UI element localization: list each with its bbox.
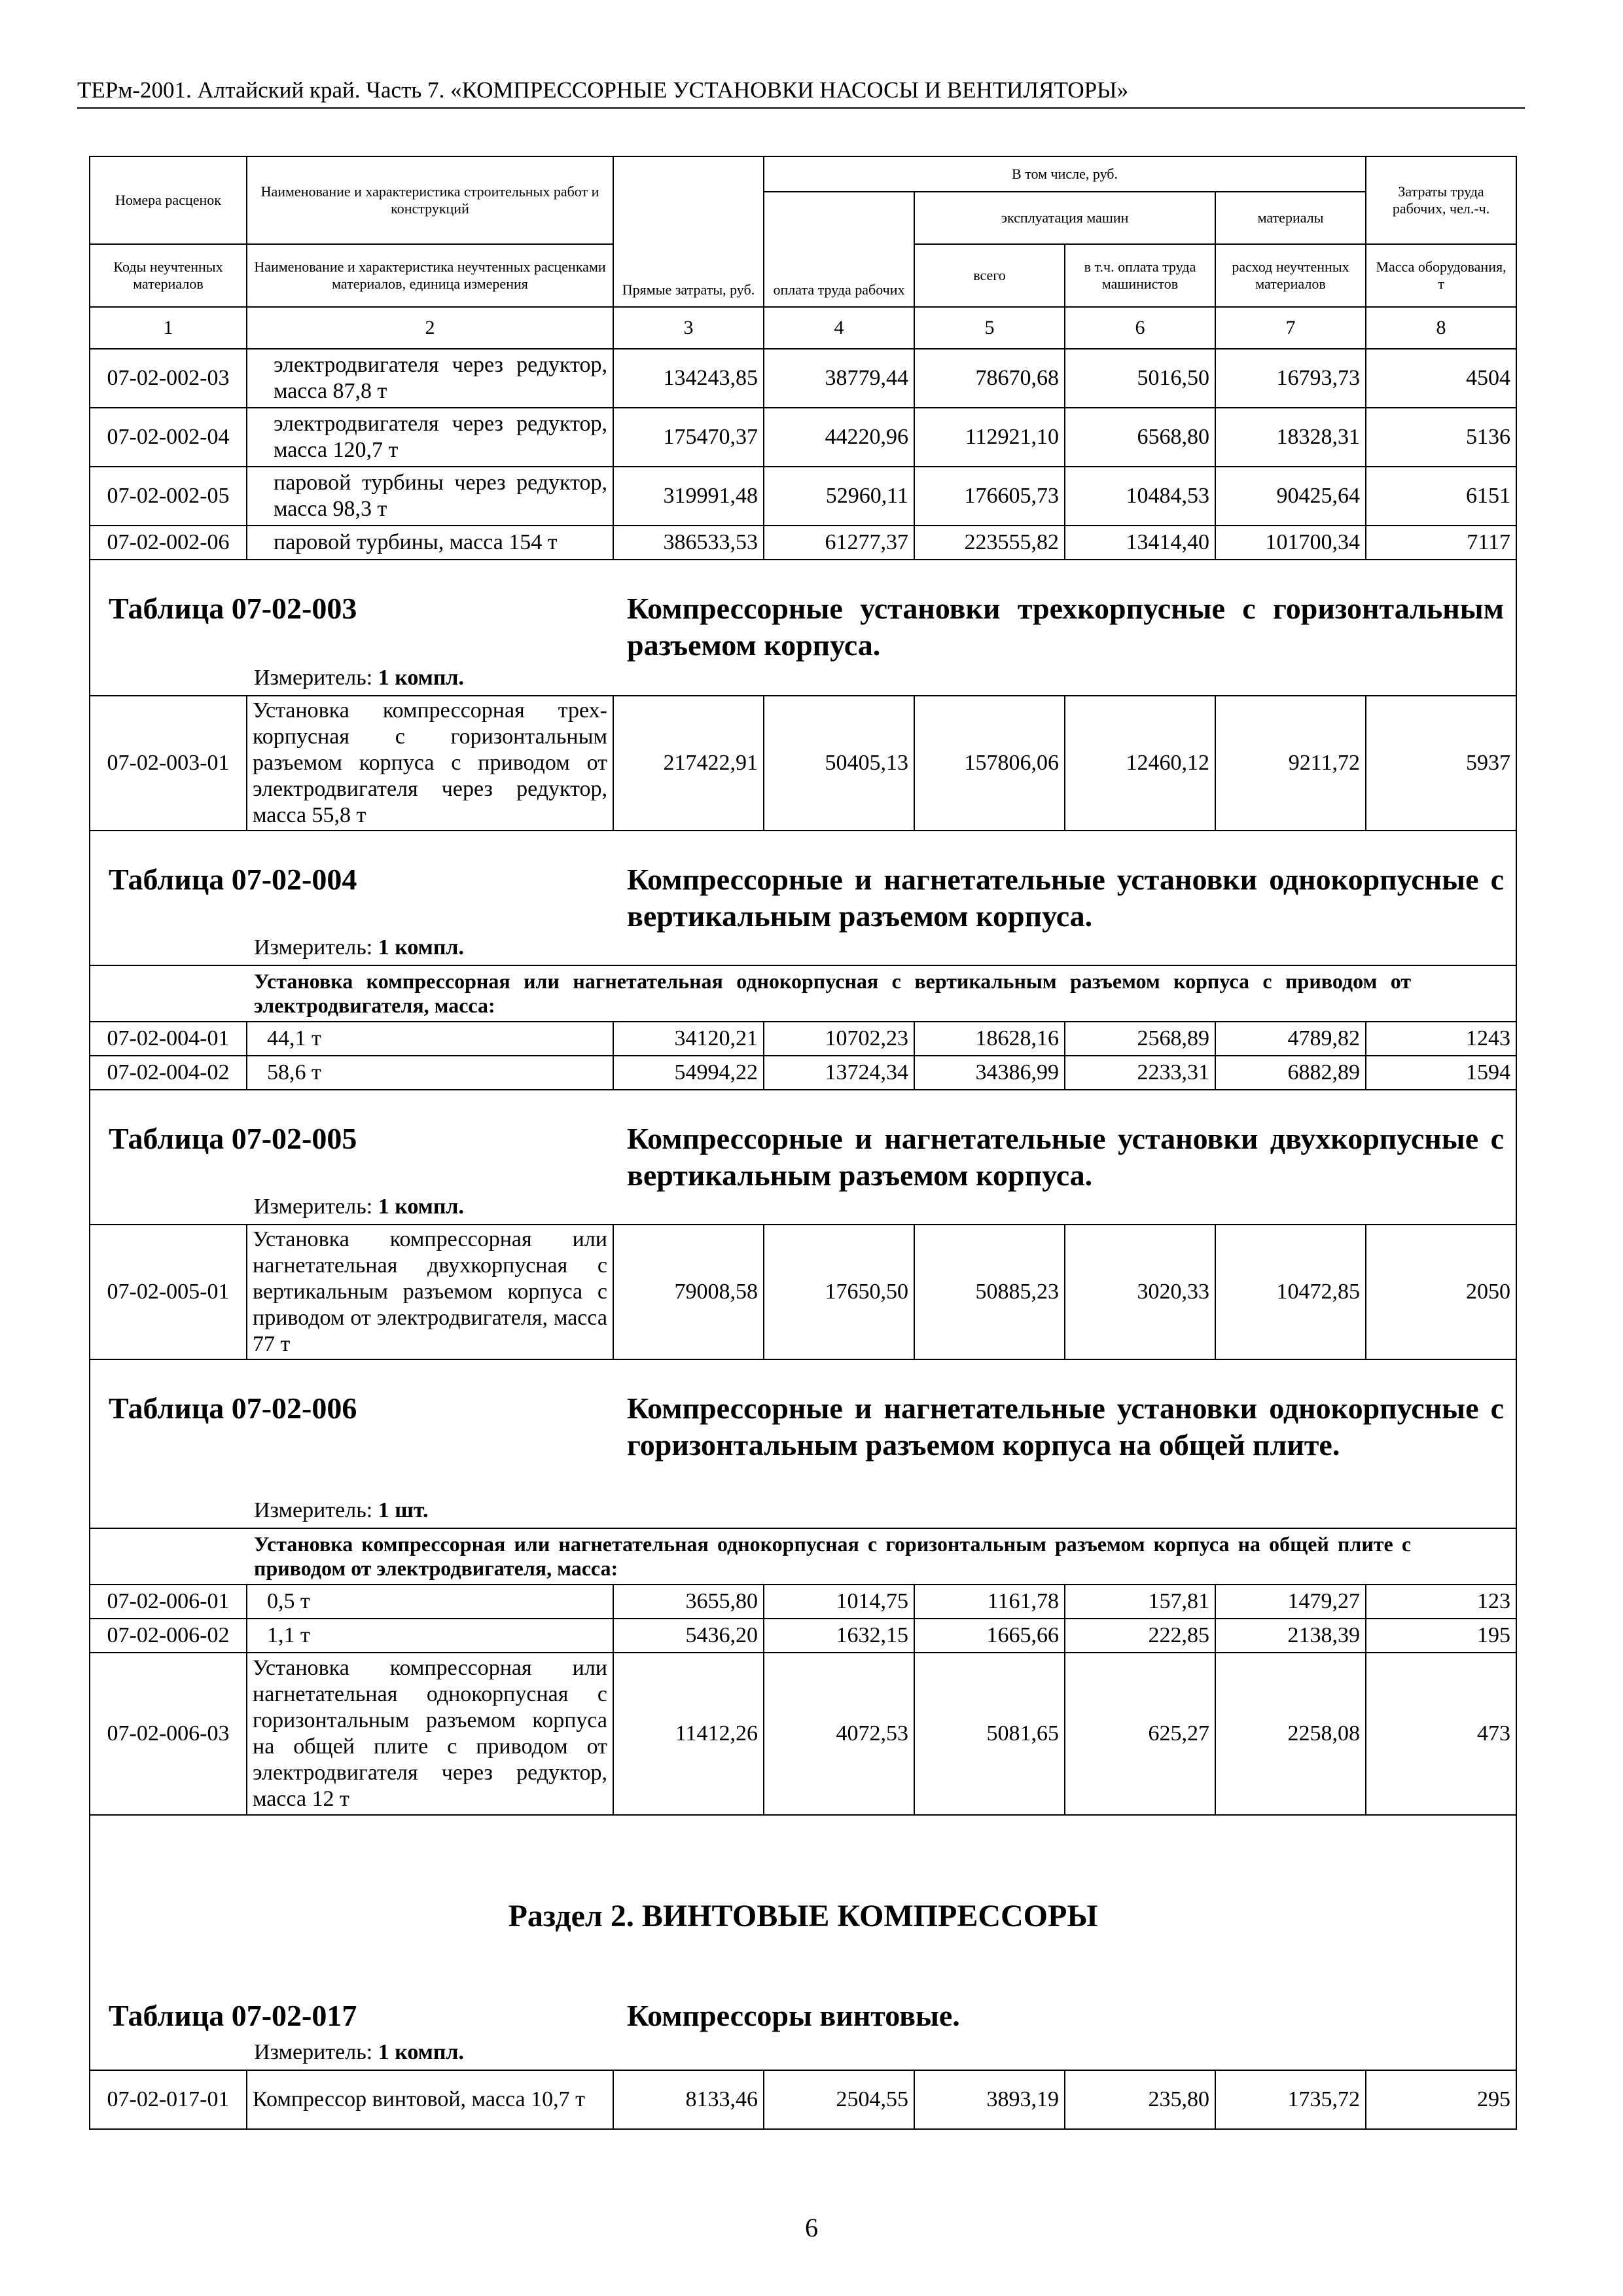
table-title: Компрессорные и нагнетательные установки однокорпусные с горизонтальным разъемом корпуса на общей плите.	[627, 1391, 1504, 1462]
direct-cost: 8133,46	[613, 2070, 764, 2129]
materials: 1735,72	[1215, 2070, 1366, 2129]
rate-description: 44,1 т	[247, 1022, 613, 1056]
machine-total: 34386,99	[914, 1056, 1065, 1090]
subheading-row	[90, 965, 1516, 1022]
table-label: Таблица 07-02-003	[109, 592, 357, 625]
direct-cost: 54994,22	[613, 1056, 764, 1090]
machine-operator-pay: 222,85	[1065, 1619, 1215, 1653]
direct-cost: 217422,91	[613, 696, 764, 831]
rate-code: 07-02-003-01	[90, 696, 247, 831]
unit-label: Измеритель:	[254, 1194, 373, 1219]
table-title: Компрессоры винтовые.	[627, 1999, 960, 2032]
labor-pay: 1014,75	[764, 1585, 914, 1619]
unit-label: Измеритель:	[254, 935, 373, 960]
machine-total: 1665,66	[914, 1619, 1065, 1653]
direct-cost: 5436,20	[613, 1619, 764, 1653]
labor-hours: 1594	[1366, 1056, 1516, 1090]
unit-value: 1 компл.	[378, 935, 465, 960]
labor-pay: 50405,13	[764, 696, 914, 831]
direct-cost: 319991,48	[613, 467, 764, 526]
col-num: 3	[613, 307, 764, 349]
rate-description: 58,6 т	[247, 1056, 613, 1090]
machine-total: 50885,23	[914, 1225, 1065, 1359]
rate-code: 07-02-006-01	[90, 1585, 247, 1619]
col-num: 4	[764, 307, 914, 349]
table-title: Компрессорные установки трехкорпусные с горизонтальным разъемом корпуса.	[627, 592, 1504, 662]
rates-table	[89, 156, 1517, 2130]
labor-pay: 2504,55	[764, 2070, 914, 2129]
machine-total: 176605,73	[914, 467, 1065, 526]
th-materialy: материалы	[1215, 192, 1366, 244]
rate-code: 07-02-005-01	[90, 1225, 247, 1359]
materials: 90425,64	[1215, 467, 1366, 526]
section-header-004	[90, 831, 1516, 965]
col-num: 8	[1366, 307, 1516, 349]
unit-line	[254, 665, 464, 691]
table-row	[90, 1225, 1516, 1359]
col-num: 5	[914, 307, 1065, 349]
th-massa: Масса оборудования, т	[1366, 244, 1516, 307]
machine-operator-pay: 12460,12	[1065, 696, 1215, 831]
materials: 101700,34	[1215, 526, 1366, 560]
machine-total: 1161,78	[914, 1585, 1065, 1619]
table-label: Таблица 07-02-005	[109, 1122, 357, 1155]
rate-code: 07-02-002-04	[90, 408, 247, 467]
rate-description: электродвигателя через редуктор, масса 87,8 т	[247, 349, 613, 408]
page-number: 6	[805, 2213, 818, 2242]
materials: 6882,89	[1215, 1056, 1366, 1090]
machine-total: 223555,82	[914, 526, 1065, 560]
th-vsego: всего	[914, 244, 1065, 307]
direct-cost: 79008,58	[613, 1225, 764, 1359]
rate-description: Установка компрессорная или нагнетательная двухкорпусная с вертикальным разъемом корпуса с приводом от электродвигателя, масса 77 т	[247, 1225, 613, 1359]
machine-operator-pay: 235,80	[1065, 2070, 1215, 2129]
rate-description: 1,1 т	[247, 1619, 613, 1653]
table-row	[90, 1022, 1516, 1056]
unit-value: 1 компл.	[378, 2040, 465, 2064]
section-header-003	[90, 560, 1516, 696]
materials: 4789,82	[1215, 1022, 1366, 1056]
col-num: 1	[90, 307, 247, 349]
rate-description: Компрессор винтовой, масса 10,7 т	[247, 2070, 613, 2129]
unit-line	[254, 935, 464, 961]
materials: 1479,27	[1215, 1585, 1366, 1619]
machine-total: 5081,65	[914, 1653, 1065, 1815]
th-oplata: оплата труда рабочих	[764, 192, 914, 307]
unit-label: Измеритель:	[254, 666, 373, 690]
th-zatraty: Затраты труда рабочих, чел.-ч.	[1366, 156, 1516, 244]
table-row	[90, 1619, 1516, 1653]
labor-pay: 13724,34	[764, 1056, 914, 1090]
direct-cost: 11412,26	[613, 1653, 764, 1815]
table-row	[90, 349, 1516, 408]
unit-line	[254, 1498, 429, 1524]
table-title: Компрессорные и нагнетательные установки двухкорпусные с вертикальным разъемом корпуса.	[627, 1122, 1504, 1192]
labor-hours: 123	[1366, 1585, 1516, 1619]
machine-operator-pay: 6568,80	[1065, 408, 1215, 467]
labor-hours: 2050	[1366, 1225, 1516, 1359]
table-title: Компрессорные и нагнетательные установки однокорпусные с вертикальным разъемом корпуса.	[627, 863, 1504, 933]
rate-description: электродвигателя через редуктор, масса 120,7 т	[247, 408, 613, 467]
machine-operator-pay: 2233,31	[1065, 1056, 1215, 1090]
labor-hours: 6151	[1366, 467, 1516, 526]
materials: 2258,08	[1215, 1653, 1366, 1815]
direct-cost: 34120,21	[613, 1022, 764, 1056]
labor-pay: 38779,44	[764, 349, 914, 408]
table-row	[90, 1653, 1516, 1815]
machine-operator-pay: 13414,40	[1065, 526, 1215, 560]
table-row	[90, 1056, 1516, 1090]
col-num: 7	[1215, 307, 1366, 349]
table-label: Таблица 07-02-006	[109, 1391, 357, 1425]
labor-pay: 10702,23	[764, 1022, 914, 1056]
labor-hours: 5937	[1366, 696, 1516, 831]
materials: 9211,72	[1215, 696, 1366, 831]
section-header-razdel-2	[90, 1815, 1516, 2070]
unit-value: 1 шт.	[378, 1498, 429, 1522]
labor-pay: 44220,96	[764, 408, 914, 467]
direct-cost: 175470,37	[613, 408, 764, 467]
machine-operator-pay: 625,27	[1065, 1653, 1215, 1815]
th-rascenki: Номера расценок	[90, 156, 247, 244]
table-label: Таблица 07-02-017	[109, 1999, 357, 2032]
th-rashod: расход неучтенных материалов	[1215, 244, 1366, 307]
labor-hours: 195	[1366, 1619, 1516, 1653]
materials: 10472,85	[1215, 1225, 1366, 1359]
labor-hours: 4504	[1366, 349, 1516, 408]
table-row	[90, 2070, 1516, 2129]
machine-total: 112921,10	[914, 408, 1065, 467]
rate-code: 07-02-006-03	[90, 1653, 247, 1815]
th-v-t-ch: в т.ч. оплата труда машинистов	[1065, 244, 1215, 307]
machine-total: 78670,68	[914, 349, 1065, 408]
unit-value: 1 компл.	[378, 1194, 465, 1219]
rate-description: Установка компрессорная или нагнетательная однокорпусная с горизонтальным разъемом корпуса на общей плите с приводом от электродвигателя через редуктор, масса 12 т	[247, 1653, 613, 1815]
razdel-title: Раздел 2. ВИНТОВЫЕ КОМПРЕССОРЫ	[508, 1899, 1098, 1933]
labor-hours: 5136	[1366, 408, 1516, 467]
unit-label: Измеритель:	[254, 1498, 373, 1522]
group-subheading: Установка компрессорная или нагнетательная однокорпусная с горизонтальным разъемом корпуса на общей плите с приводом от электродвигателя, масса:	[90, 1528, 1516, 1585]
rate-description: паровой турбины через редуктор, масса 98,3 т	[247, 467, 613, 526]
direct-cost: 3655,80	[613, 1585, 764, 1619]
table-row	[90, 467, 1516, 526]
unit-value: 1 компл.	[378, 666, 465, 690]
table-row	[90, 696, 1516, 831]
materials: 2138,39	[1215, 1619, 1366, 1653]
rate-description: Установка компрессорная трехкорпусная с горизонтальным разъемом корпуса с приводом от электродвигателя через редуктор, масса 55,8 т	[247, 696, 613, 831]
table-row	[90, 526, 1516, 560]
section-header-005	[90, 1090, 1516, 1225]
rate-code: 07-02-002-03	[90, 349, 247, 408]
page-header: ТЕРм-2001. Алтайский край. Часть 7. «КОМПРЕССОРНЫЕ УСТАНОВКИ НАСОСЫ И ВЕНТИЛЯТОРЫ»	[77, 76, 1525, 109]
labor-pay: 1632,15	[764, 1619, 914, 1653]
rate-code: 07-02-004-02	[90, 1056, 247, 1090]
unit-line	[254, 2039, 464, 2066]
labor-hours: 295	[1366, 2070, 1516, 2129]
th-ekspluataciya: эксплуатация машин	[914, 192, 1215, 244]
labor-hours: 1243	[1366, 1022, 1516, 1056]
machine-total: 18628,16	[914, 1022, 1065, 1056]
rate-code: 07-02-017-01	[90, 2070, 247, 2129]
rate-code: 07-02-002-05	[90, 467, 247, 526]
section-header-006	[90, 1359, 1516, 1528]
th-naimenovanie: Наименование и характеристика строительных работ и конструкций	[247, 156, 613, 244]
unit-line	[254, 1194, 464, 1220]
materials: 16793,73	[1215, 349, 1366, 408]
th-v-tom-chisle: В том числе, руб.	[764, 156, 1366, 192]
direct-cost: 386533,53	[613, 526, 764, 560]
labor-pay: 4072,53	[764, 1653, 914, 1815]
labor-hours: 473	[1366, 1653, 1516, 1815]
th-naimenovanie2: Наименование и характеристика неучтенных расценками материалов, единица измерения	[247, 244, 613, 307]
labor-pay: 17650,50	[764, 1225, 914, 1359]
column-numbers-row	[90, 307, 1516, 349]
table-row	[90, 1585, 1516, 1619]
materials: 18328,31	[1215, 408, 1366, 467]
machine-operator-pay: 5016,50	[1065, 349, 1215, 408]
col-num: 6	[1065, 307, 1215, 349]
rate-code: 07-02-004-01	[90, 1022, 247, 1056]
labor-hours: 7117	[1366, 526, 1516, 560]
unit-label: Измеритель:	[254, 2040, 373, 2064]
direct-cost: 134243,85	[613, 349, 764, 408]
th-kody: Коды неучтенных материалов	[90, 244, 247, 307]
machine-operator-pay: 157,81	[1065, 1585, 1215, 1619]
labor-pay: 61277,37	[764, 526, 914, 560]
machine-operator-pay: 2568,89	[1065, 1022, 1215, 1056]
machine-operator-pay: 10484,53	[1065, 467, 1215, 526]
col-num: 2	[247, 307, 613, 349]
labor-pay: 52960,11	[764, 467, 914, 526]
th-pryamye: Прямые затраты, руб.	[613, 156, 764, 307]
table-row	[90, 408, 1516, 467]
rate-code: 07-02-002-06	[90, 526, 247, 560]
machine-total: 3893,19	[914, 2070, 1065, 2129]
header-row-1	[90, 156, 1516, 192]
table-label: Таблица 07-02-004	[109, 863, 357, 896]
rate-code: 07-02-006-02	[90, 1619, 247, 1653]
rate-description: паровой турбины, масса 154 т	[247, 526, 613, 560]
machine-total: 157806,06	[914, 696, 1065, 831]
group-subheading: Установка компрессорная или нагнетательная однокорпусная с вертикальным разъемом корпуса с приводом от электродвигателя, масса:	[90, 965, 1516, 1022]
rate-description: 0,5 т	[247, 1585, 613, 1619]
machine-operator-pay: 3020,33	[1065, 1225, 1215, 1359]
subheading-row	[90, 1528, 1516, 1585]
